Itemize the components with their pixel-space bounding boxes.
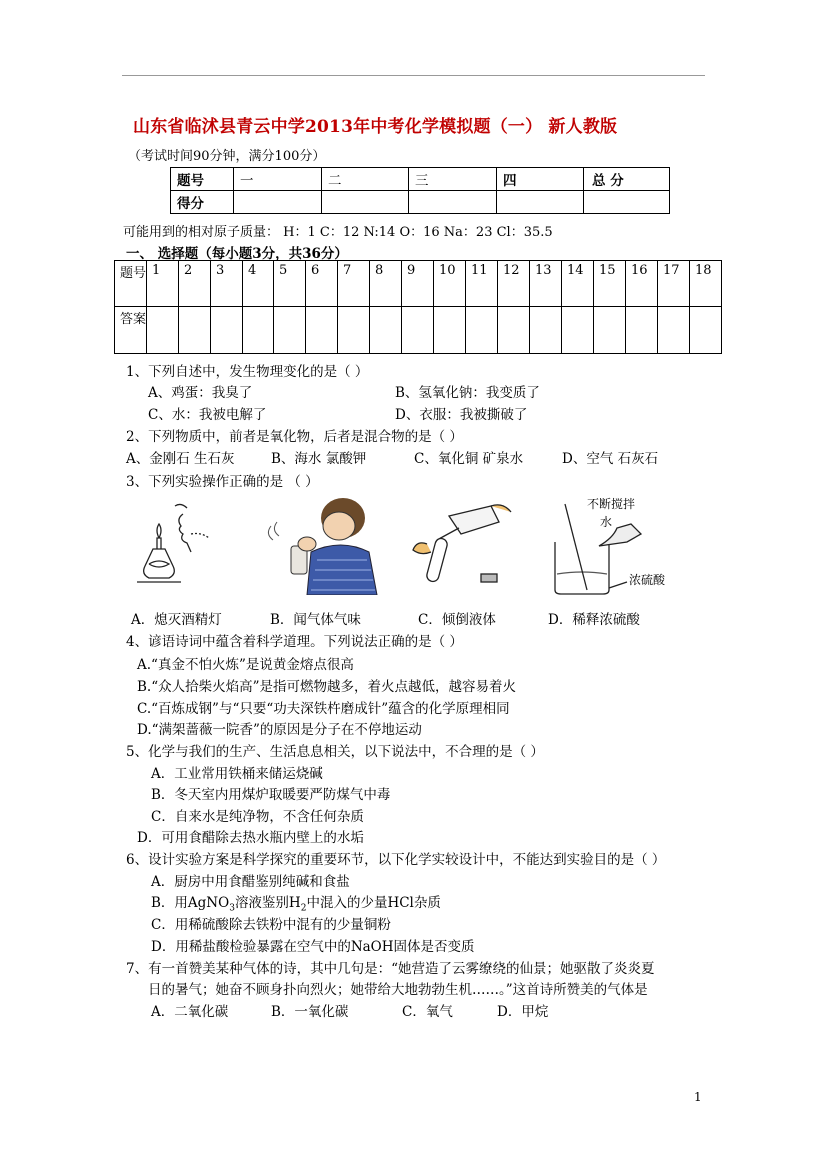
- figure-label: 浓硫酸: [629, 573, 666, 587]
- question-7-stem-cont: 日的暑气；她奋不顾身扑向烈火；她带给大地勃勃生机……。”这首诗所赞美的气体是: [148, 982, 648, 998]
- question-option: A．熄灭酒精灯: [131, 612, 222, 628]
- question-option: B、海水 氯酸钾: [271, 451, 367, 467]
- header-rule: [122, 75, 705, 76]
- score-header-cell: 二: [322, 168, 409, 191]
- answer-number-cell: 11: [466, 261, 498, 307]
- answer-number-cell: 14: [562, 261, 594, 307]
- question-option: D、衣服：我被撕破了: [395, 407, 528, 423]
- figure-label: 不断搅拌: [587, 497, 636, 511]
- answer-cell[interactable]: [147, 307, 179, 354]
- question-option: B．用AgNO$_3$溶液鉴别$H_2$中混入的少量HCl杂质: [151, 895, 441, 914]
- question-option: D．用稀盐酸检验暴露在空气中的NaOH固体是否变质: [151, 939, 475, 955]
- answer-cell[interactable]: [658, 307, 690, 354]
- answer-number-cell: 5: [274, 261, 306, 307]
- alcohol-lamp-illustration: [137, 504, 209, 582]
- score-table: [170, 167, 670, 214]
- question-option: B．一氧化碳: [271, 1004, 349, 1020]
- answer-cell[interactable]: [306, 307, 338, 354]
- answer-number-cell: 12: [498, 261, 530, 307]
- question-option: A、金刚石 生石灰: [126, 451, 235, 467]
- answer-cell[interactable]: [179, 307, 211, 354]
- atomic-masses: 可能用到的相对原子质量： H：1 C：12 N:14 O：16 Na：23 Cl：35.5: [123, 225, 553, 240]
- answer-number-cell: 1: [147, 261, 179, 307]
- section-heading: 一、 选择题（每小题3分，共36分）: [126, 246, 348, 262]
- page-title: 山东省临沭县青云中学2013年中考化学模拟题（一） 新人教版: [133, 117, 618, 137]
- score-cell[interactable]: [322, 191, 409, 214]
- exam-info: （考试时间90分钟，满分100分）: [128, 149, 326, 164]
- score-cell[interactable]: [497, 191, 584, 214]
- answer-number-cell: 7: [338, 261, 370, 307]
- answer-number-cell: 17: [658, 261, 690, 307]
- question-option: C．自来水是纯净物，不含任何杂质: [151, 809, 364, 825]
- answer-number-cell: 15: [594, 261, 626, 307]
- question-3-stem: 3、下列实验操作正确的是 （ ）: [126, 474, 319, 490]
- question-option: C．氧气: [402, 1004, 453, 1020]
- answer-cell[interactable]: [626, 307, 658, 354]
- score-header-cell: 题号: [171, 168, 234, 191]
- answer-row-label: 答案: [115, 307, 147, 354]
- score-row-label: 得分: [171, 191, 234, 214]
- question-option: C.“百炼成钢”与“只要“功夫深铁杵磨成针”蕴含的化学原理相同: [137, 701, 510, 717]
- score-cell[interactable]: [584, 191, 670, 214]
- question-2-stem: 2、下列物质中，前者是氧化物，后者是混合物的是（ ）: [126, 429, 463, 445]
- answer-number-cell: 6: [306, 261, 338, 307]
- answer-number-cell: 8: [370, 261, 402, 307]
- answer-cell[interactable]: [466, 307, 498, 354]
- question-option: A、鸡蛋：我臭了: [148, 385, 253, 401]
- question-option: C．倾倒液体: [418, 612, 496, 628]
- score-cell[interactable]: [409, 191, 497, 214]
- question-7-stem: 7、有一首赞美某种气体的诗，其中几句是：“她营造了云雾缭绕的仙景；她驱散了炎炎夏: [126, 961, 655, 977]
- question-option: D．稀释浓硫酸: [548, 612, 640, 628]
- question-option: C、水：我被电解了: [148, 407, 267, 423]
- question-option: A．二氧化碳: [151, 1004, 229, 1020]
- answer-cell[interactable]: [402, 307, 434, 354]
- question-option: A．厨房中用食醋鉴别纯碱和食盐: [151, 874, 350, 890]
- question-option: C．用稀硫酸除去铁粉中混有的少量铜粉: [151, 917, 391, 933]
- question-option: C、氧化铜 矿泉水: [414, 451, 524, 467]
- question-option: A.“真金不怕火炼”是说黄金熔点很高: [137, 657, 354, 673]
- answer-table: [114, 260, 722, 354]
- question-option: B．闻气体气味: [270, 612, 361, 628]
- pouring-liquid-illustration: [413, 505, 511, 583]
- question-1-stem: 1、下列自述中，发生物理变化的是（ ）: [126, 364, 369, 380]
- question-option: D、空气 石灰石: [562, 451, 659, 467]
- answer-cell[interactable]: [338, 307, 370, 354]
- lab-operations-figure: [131, 494, 689, 595]
- answer-number-cell: 9: [402, 261, 434, 307]
- answer-number-cell: 2: [179, 261, 211, 307]
- boy-smelling-illustration: [268, 498, 377, 595]
- answer-cell[interactable]: [594, 307, 626, 354]
- answer-row-label: 题号: [115, 261, 147, 307]
- question-option: D.“满架蔷薇一院香”的原因是分子在不停地运动: [137, 722, 422, 738]
- question-option: B．冬天室内用煤炉取暖要严防煤气中毒: [151, 787, 391, 803]
- answer-cell[interactable]: [690, 307, 722, 354]
- answer-cell[interactable]: [274, 307, 306, 354]
- question-option: B.“众人拾柴火焰高”是指可燃物越多，着火点越低，越容易着火: [137, 679, 517, 695]
- question-option: A．工业常用铁桶来储运烧碱: [151, 766, 323, 782]
- score-header-cell: 总 分: [584, 168, 670, 191]
- question-option: B、氢氧化钠：我变质了: [395, 385, 540, 401]
- score-cell[interactable]: [234, 191, 322, 214]
- answer-cell[interactable]: [434, 307, 466, 354]
- answer-cell[interactable]: [562, 307, 594, 354]
- question-option: D．可用食醋除去热水瓶内壁上的水垢: [137, 830, 364, 846]
- question-4-stem: 4、谚语诗词中蕴含着科学道理。下列说法正确的是（ ）: [126, 634, 463, 650]
- answer-number-cell: 13: [530, 261, 562, 307]
- answer-cell[interactable]: [211, 307, 243, 354]
- answer-cell[interactable]: [530, 307, 562, 354]
- score-header-cell: 一: [234, 168, 322, 191]
- score-header-cell: 四: [497, 168, 584, 191]
- question-5-stem: 5、化学与我们的生产、生活息息相关，以下说法中，不合理的是（ ）: [126, 744, 544, 760]
- question-option: D．甲烷: [497, 1004, 549, 1020]
- answer-number-cell: 4: [243, 261, 274, 307]
- answer-cell[interactable]: [370, 307, 402, 354]
- answer-cell[interactable]: [243, 307, 274, 354]
- answer-number-cell: 16: [626, 261, 658, 307]
- figure-label: 水: [600, 515, 613, 529]
- answer-number-cell: 18: [690, 261, 722, 307]
- answer-number-cell: 3: [211, 261, 243, 307]
- page-number: 1: [694, 1090, 702, 1104]
- question-6-stem: 6、设计实验方案是科学探究的重要环节，以下化学实较设计中，不能达到实验目的是（ ）: [126, 852, 666, 868]
- answer-cell[interactable]: [498, 307, 530, 354]
- score-header-cell: 三: [409, 168, 497, 191]
- answer-number-cell: 10: [434, 261, 466, 307]
